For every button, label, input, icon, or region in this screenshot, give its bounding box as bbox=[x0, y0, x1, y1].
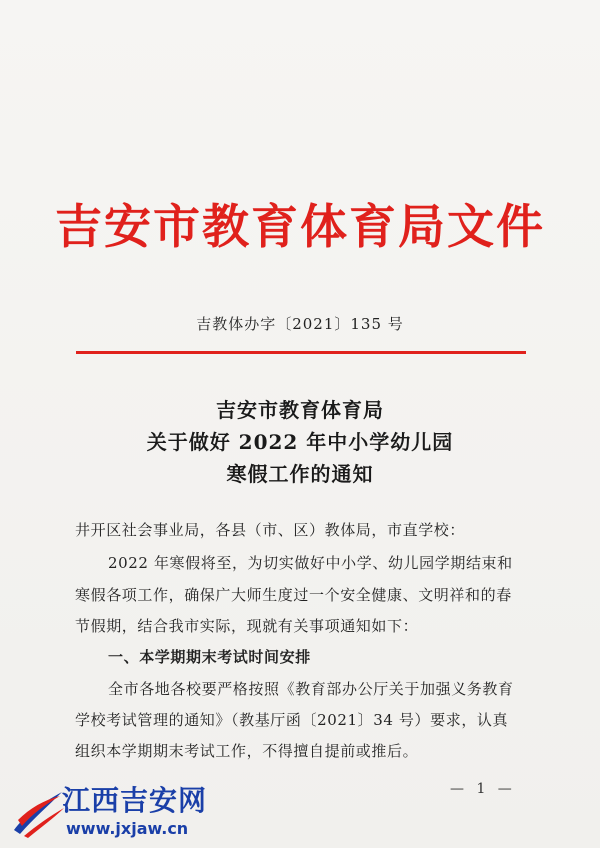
paragraph-2-line-3: 组织本学期期末考试工作，不得擅自提前或推后。 bbox=[75, 742, 419, 760]
salutation: 井开区社会事业局，各县（市、区）教体局，市直学校： bbox=[75, 521, 466, 539]
notice-title-line-3: 寒假工作的通知 bbox=[226, 462, 374, 486]
jxjaw-logo-icon bbox=[10, 786, 66, 838]
red-divider-line bbox=[76, 351, 526, 354]
paragraph-1-line-2: 寒假各项工作，确保广大师生度过一个安全健康、文明祥和的春 bbox=[75, 586, 512, 604]
watermark-logo bbox=[10, 782, 210, 842]
section-1-heading: 一、本学期期末考试时间安排 bbox=[108, 648, 311, 666]
notice-title-line-2: 关于做好 2022 年中小学幼儿园 bbox=[146, 430, 454, 454]
paragraph-1-line-3: 节假期，结合我市实际，现就有关事项通知如下： bbox=[75, 617, 419, 635]
page-number: — 1 — bbox=[450, 781, 516, 797]
watermark-site-url: www.jxjaw.cn bbox=[66, 819, 189, 838]
paragraph-1-line-1: 2022 年寒假将至，为切实做好中小学、幼儿园学期结束和 bbox=[108, 554, 513, 572]
paragraph-2-line-2: 学校考试管理的通知》（教基厅函〔2021〕34 号）要求，认真 bbox=[75, 711, 509, 729]
document-number: 吉教体办字〔2021〕135 号 bbox=[196, 315, 404, 333]
document-header-title: 吉安市教育体育局文件 bbox=[55, 200, 545, 255]
watermark-site-name: 江西吉安网 bbox=[62, 784, 208, 817]
notice-title-line-1: 吉安市教育体育局 bbox=[216, 398, 384, 422]
paragraph-2-line-1: 全市各地各校要严格按照《教育部办公厅关于加强义务教育 bbox=[108, 680, 514, 698]
